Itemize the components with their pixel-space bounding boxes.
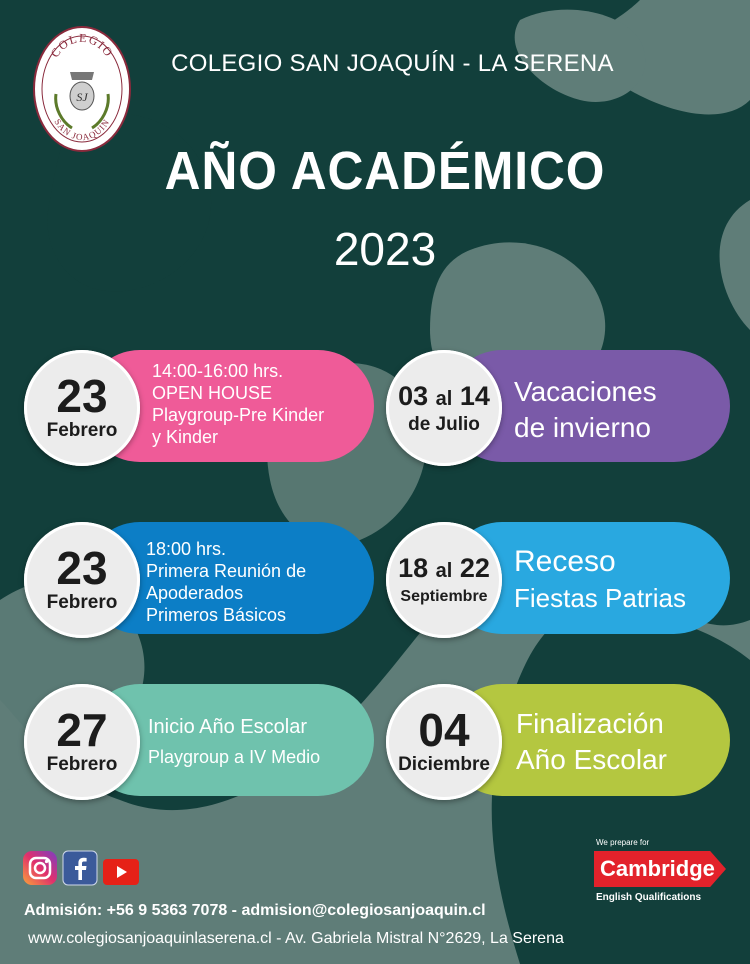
event-line: Primera Reunión de [146, 561, 307, 581]
event-school-end [386, 684, 730, 800]
date-month: Febrero [46, 420, 118, 441]
event-description [148, 712, 320, 772]
event-line: Receso [514, 545, 616, 578]
event-line: Playgroup a IV Medio [148, 747, 321, 767]
event-description [146, 538, 306, 626]
youtube-icon[interactable] [102, 858, 140, 886]
event-line: Inicio Año Escolar [148, 716, 307, 738]
page-year: 2023 [333, 223, 437, 275]
event-line: Vacaciones [514, 376, 657, 407]
website-address[interactable]: www.colegiosanjoaquinlaserena.cl - Av. Gabriela Mistral N°2629, La Serena [28, 930, 564, 947]
date-month: Septiembre [400, 587, 488, 605]
date-badge [386, 350, 502, 466]
logo-arc-top: COLEGIO [47, 30, 117, 61]
event-open-house [24, 350, 374, 466]
date-range [398, 553, 490, 586]
cambridge-subtitle: English Qualifications [596, 892, 702, 903]
admission-details[interactable]: +56 9 5363 7078 - admision@colegiosanjoaquin.cl [106, 902, 486, 919]
date-month: Febrero [46, 754, 118, 775]
date-to: 22 [459, 552, 490, 583]
event-description [514, 374, 657, 446]
date-day: 04 [418, 704, 470, 756]
date-badge [24, 684, 140, 800]
admission-contact [24, 902, 486, 920]
event-time: 18:00 hrs. [146, 539, 227, 559]
date-badge [24, 350, 140, 466]
date-connector: al [435, 559, 453, 582]
event-line: Apoderados [146, 583, 244, 603]
date-badge [386, 522, 502, 638]
event-time: 14:00-16:00 hrs. [152, 361, 284, 381]
event-description [516, 706, 667, 778]
event-school-start [24, 684, 374, 800]
date-badge [24, 522, 140, 638]
date-month: Diciembre [398, 754, 490, 775]
date-day: 27 [56, 704, 108, 756]
logo-arc-bottom: SAN JOAQUIN [52, 117, 112, 143]
event-line: de invierno [514, 412, 651, 443]
event-description [152, 360, 324, 448]
event-line: Primeros Básicos [146, 605, 287, 625]
date-month: Febrero [46, 592, 118, 613]
event-line: Año Escolar [516, 744, 667, 775]
date-day: 23 [56, 542, 108, 594]
event-parents-meeting [24, 522, 374, 638]
school-crest-logo [32, 24, 132, 154]
cambridge-tagline: We prepare for [596, 838, 650, 847]
cambridge-badge [594, 838, 734, 908]
date-day: 23 [56, 370, 108, 422]
instagram-icon[interactable] [22, 850, 58, 886]
date-month: de Julio [408, 413, 480, 435]
cambridge-name: Cambridge [600, 856, 715, 881]
date-from: 03 [398, 380, 429, 411]
event-line: Playgroup-Pre Kinder [152, 405, 325, 425]
date-connector: al [435, 387, 453, 410]
logo-monogram: SJ [76, 90, 88, 104]
event-winter-break [386, 350, 730, 466]
page-title: AÑO ACADÉMICO [164, 141, 606, 201]
school-name: COLEGIO SAN JOAQUÍN - LA SERENA [171, 50, 614, 77]
date-range [398, 381, 490, 414]
facebook-icon[interactable] [62, 850, 98, 886]
event-line: OPEN HOUSE [152, 383, 273, 403]
date-badge [386, 684, 502, 800]
event-description [514, 544, 686, 616]
event-line: Fiestas Patrias [514, 583, 686, 613]
date-from: 18 [398, 552, 429, 583]
event-line: Finalización [516, 708, 664, 739]
event-national-holidays [386, 522, 730, 638]
date-to: 14 [459, 380, 490, 411]
event-line: y Kinder [152, 427, 219, 447]
admission-label: Admisión: [24, 902, 103, 919]
